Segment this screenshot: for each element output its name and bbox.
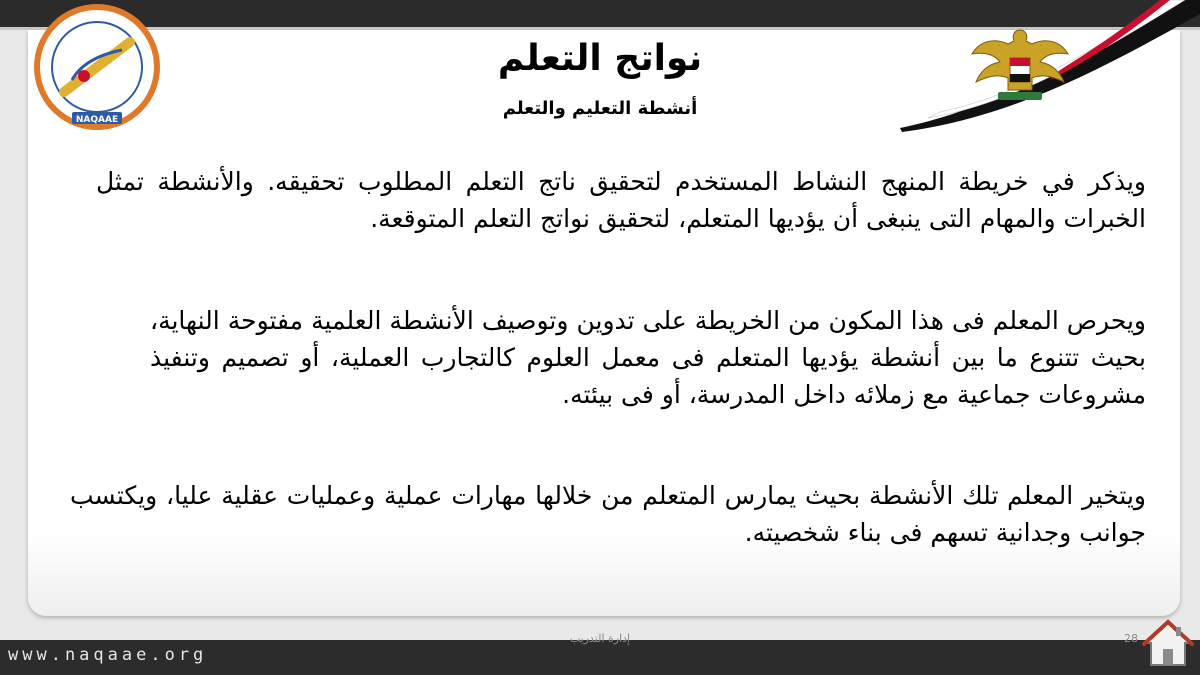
- website-url[interactable]: www.naqaae.org: [8, 645, 208, 665]
- footer-center-text: إدارة التدريب: [569, 632, 631, 645]
- paragraph-1: ويذكر في خريطة المنهج النشاط المستخدم لتحقيق ناتج التعلم المطلوب تحقيقه. والأنشطة تمثل الخبرات والمهام التى ينبغى أن يؤديها المتعلم، لتحقيق نواتج التعلم المتوقعة.: [96, 167, 1146, 233]
- page-subtitle: أنشطة التعليم والتعلم: [502, 98, 698, 119]
- page-number: 28: [1124, 632, 1138, 645]
- paragraph-2: ويحرص المعلم فى هذا المكون من الخريطة على تدوين وتوصيف الأنشطة العلمية مفتوحة النهاية، بحيث تتنوع ما بين أنشطة يؤديها المتعلم فى معمل العلوم كالتجارب العملية، أو تصميم وتنفيذ مشروعات جماعية مع زملائه داخل المدرسة، أو فى بيئته.: [150, 306, 1146, 409]
- page-title: نواتج التعلم: [497, 38, 703, 79]
- home-icon[interactable]: [1140, 615, 1195, 670]
- paragraph-3: ويتخير المعلم تلك الأنشطة بحيث يمارس المتعلم من خلالها مهارات عملية وعمليات عقلية عليا، ويكتسب جوانب وجدانية تسهم فى بناء شخصيته.: [70, 481, 1146, 547]
- eagle-emblem-icon: [968, 24, 1072, 104]
- logo-text: NAQAAE: [75, 115, 119, 125]
- naqaae-logo-icon: [22, 2, 172, 132]
